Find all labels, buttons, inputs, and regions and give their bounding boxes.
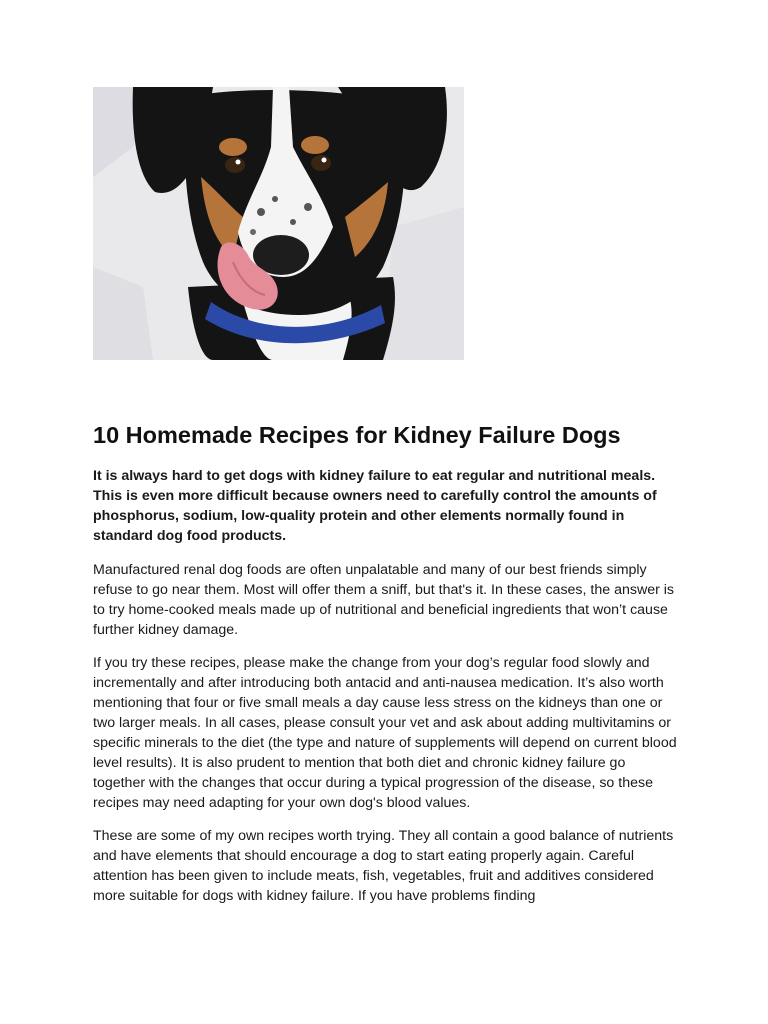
article-title: 10 Homemade Recipes for Kidney Failure Dogs [93, 422, 621, 448]
dog-photo [93, 87, 464, 360]
article-body [93, 466, 680, 919]
body-paragraph: If you try these recipes, please make the change from your dog’s regular food slowly and incrementally and after introducing both antacid and anti-nausea medication. It’s also worth mentioning that four or five small meals a day cause less stress on the kidneys than one or two larger meals. In all cases, please consult your vet and ask about adding multivitamins or specific minerals to the diet (the type and nature of supplements will depend on current blood level results). It is also prudent to mention that both diet and chronic kidney failure go together with the changes that occur during a typical progression of the disease, so these recipes may need adapting for your own dog's blood values. [93, 655, 677, 811]
body-paragraph: These are some of my own recipes worth trying. They all contain a good balance of nutrients and have elements that should encourage a dog to start eating properly again. Careful attention has been given to include meats, fish, vegetables, fruit and additives considered more suitable for dogs with kidney failure. If you have problems finding [93, 828, 674, 904]
body-paragraph: Manufactured renal dog foods are often unpalatable and many of our best friends simply refuse to go near them. Most will offer them a sniff, but that's it. In these cases, the answer is to try home-cooked meals made up of nutritional and beneficial ingredients that won’t cause further kidney damage. [93, 562, 675, 638]
lead-paragraph: It is always hard to get dogs with kidney failure to eat regular and nutritional meals. This is even more difficult because owners need to carefully control the amounts of phosphorus, sodium, low-quality protein and other elements normally found in standard dog food products. [93, 468, 657, 544]
dog-licking-nose-photo-icon [93, 87, 464, 360]
